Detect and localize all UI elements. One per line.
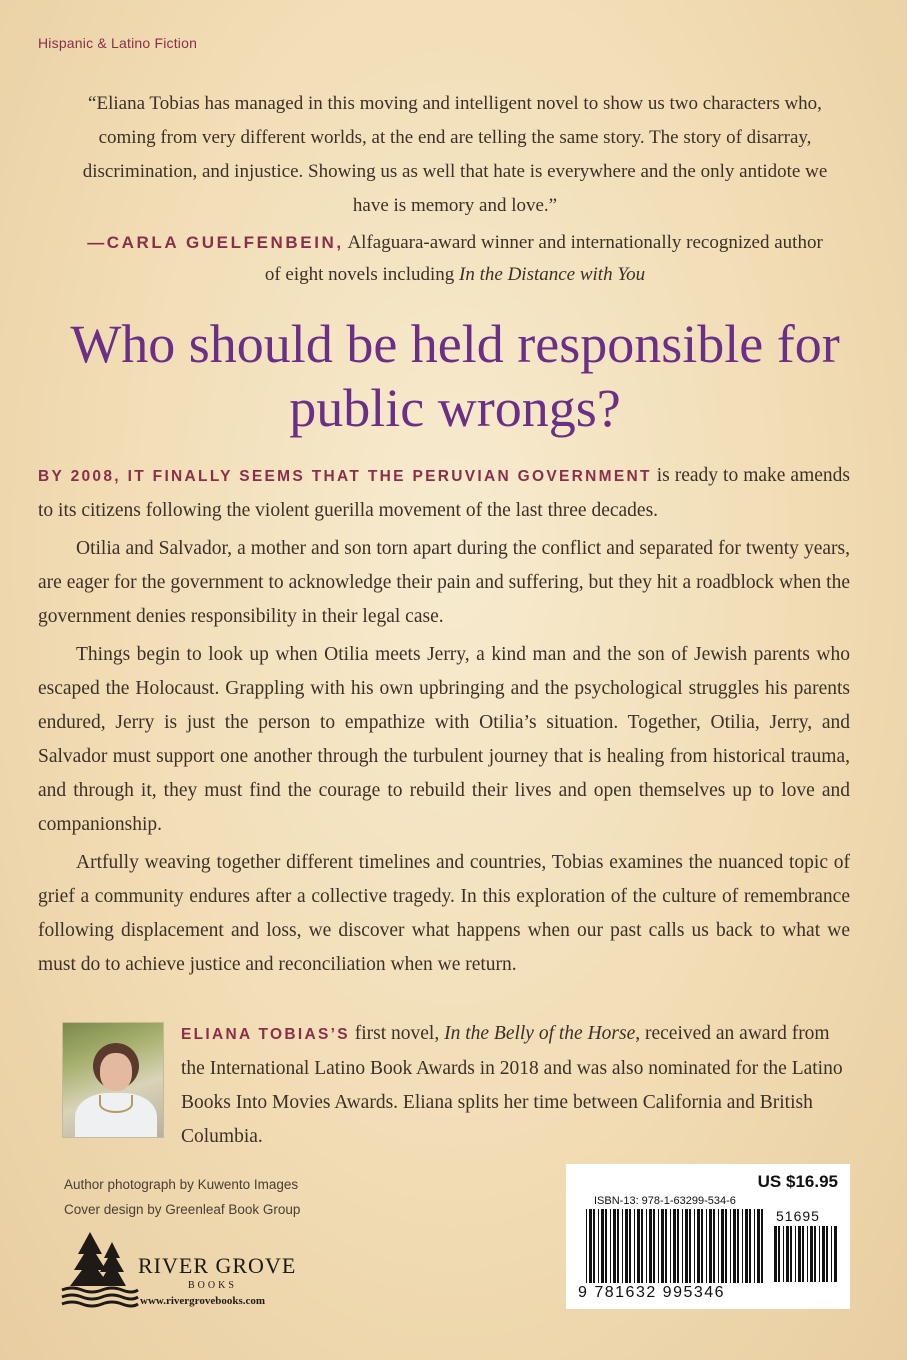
blurb-quote: “Eliana Tobias has managed in this moving and intelligent novel to show us two characters who, coming from very different worlds, at the end are telling the same story. The story of disarray, discrimination, and injustice. Showing us as well that hate is everywhere and the only antidote we have is memory and love.”	[82, 93, 828, 216]
photo-credit: Author photograph by Kuwento Images	[64, 1177, 299, 1192]
publisher-sub: BOOKS	[188, 1280, 237, 1291]
author-name: ELIANA TOBIAS’S	[181, 1026, 350, 1043]
design-credit: Cover design by Greenleaf Book Group	[64, 1202, 301, 1217]
barcode-icon	[586, 1209, 768, 1283]
barcode-panel	[566, 1164, 850, 1309]
synopsis-paragraph: Otilia and Salvador, a mother and son torn apart during the conflict and separated for twenty years, are eager for the government to acknowledge their pain and suffering, but they hit a roadblock when the government denies responsibility in their legal case.	[38, 538, 850, 627]
author-photo	[62, 1022, 164, 1138]
synopsis-paragraph: Artfully weaving together different timelines and countries, Tobias examines the nuanced topic of grief a community endures after a collective tragedy. In this exploration of the culture of remembrance following displacement and loss, we discover what happens when our past calls us back to what we must do to achieve justice and reconciliation when we return.	[38, 852, 850, 975]
tree-icon	[60, 1228, 140, 1308]
synopsis-p1-text: is ready to make amends to its citizens following the violent guerilla movement of the last three decades.	[38, 465, 850, 521]
synopsis-paragraph	[38, 459, 850, 528]
author-bio	[181, 1017, 851, 1154]
price: US $16.95	[757, 1172, 838, 1191]
isbn: ISBN-13: 978-1-63299-534-6	[594, 1195, 736, 1207]
blurb-book-title: In the Distance with You	[459, 264, 646, 285]
barcode-digits: 9 781632 995346	[578, 1284, 726, 1301]
barcode-addon-icon	[774, 1226, 840, 1282]
synopsis	[38, 459, 850, 986]
blurb-author: —CARLA GUELFENBEIN,	[87, 233, 344, 252]
synopsis-lead: BY 2008, IT FINALLY SEEMS THAT THE PERUVIAN GOVERNMENT	[38, 468, 652, 485]
blurb-credentials: Alfaguara-award winner and internationally recognized author of eight novels including	[264, 232, 823, 285]
barcode-addon-digits: 51695	[776, 1208, 820, 1224]
publisher-name: RIVER GROVE	[138, 1253, 297, 1278]
bio-book-title: In the Belly of the Horse	[444, 1023, 636, 1044]
blurb-attribution	[80, 227, 830, 291]
bio-text-1: first novel,	[349, 1023, 445, 1044]
synopsis-paragraph: Things begin to look up when Otilia meets Jerry, a kind man and the son of Jewish parents who escaped the Holocaust. Grappling with his own upbringing and the psychological struggles his parents endured, Jerry is just the person to empathize with Otilia’s situation. Together, Otilia, Jerry, and Salvador must support one another through the turbulent journey that is healing from historical trauma, and through it, they must find the courage to rebuild their lives and open themselves up to love and companionship.	[38, 644, 850, 835]
headline: Who should be held responsible for public wrongs?	[70, 314, 840, 438]
genre-label: Hispanic & Latino Fiction	[38, 35, 198, 51]
publisher-logo	[60, 1228, 320, 1308]
publisher-url: www.rivergrovebooks.com	[140, 1295, 266, 1307]
credits	[64, 1172, 300, 1222]
bio-text-2: , received an award from the International Latino Book Awards in 2018 and was also nominated for the Latino Books Into Movies Awards. Eliana splits her time between California and British Columbia.	[181, 1023, 843, 1147]
